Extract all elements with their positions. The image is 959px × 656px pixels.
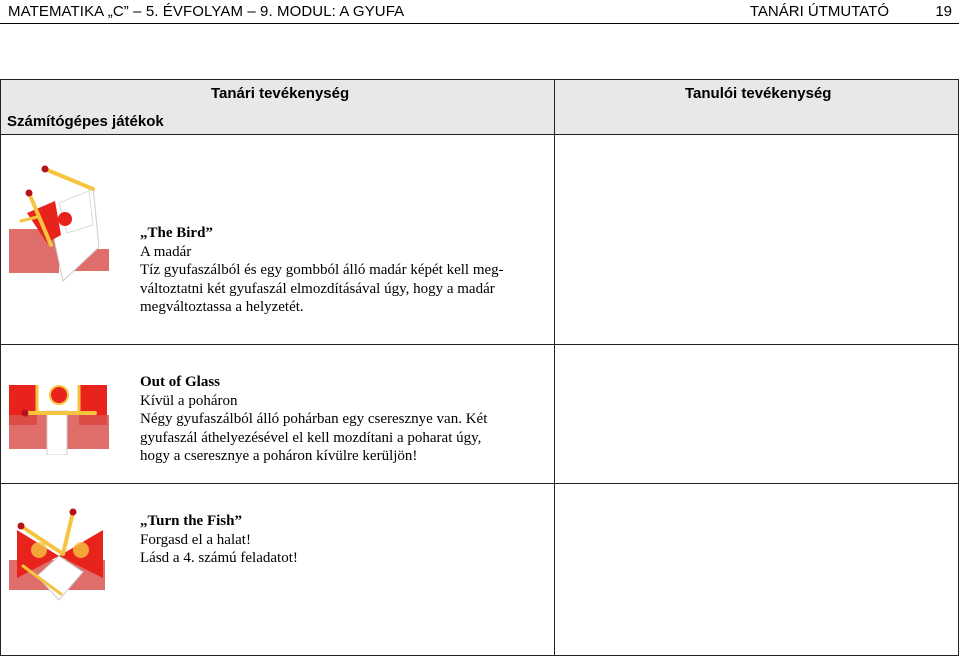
bird-game-line: megváltoztassa a helyzetét. [140,299,304,315]
header-module-title: MATEMATIKA „C” – 5. ÉVFOLYAM – 9. MODUL: A GYUFA [8,3,405,20]
column-header-student: Tanulói tevékenység [685,85,832,102]
section-label-computer-games: Számítógépes játékok [7,113,164,130]
student-cell-fish [554,483,959,656]
bird-game-subtitle: A madár [140,243,192,260]
glass-game-description [140,373,487,466]
fish-game-title: „Turn the Fish” [140,513,242,529]
header-cell-student [554,79,959,135]
table-row-glass [0,344,555,484]
header-guide-label: TANÁRI ÚTMUTATÓ [749,3,889,20]
bird-game-line: Tíz gyufaszálból és egy gombból álló madár képét kell meg- [140,262,504,278]
activity-table [0,79,959,656]
bird-game-title: „The Bird” [140,225,213,241]
glass-game-line: hogy a cseresznye a poháron kívülre kerüljön! [140,448,418,464]
glass-game-line: gyufaszál áthelyezésével el kell mozdítani a poharat úgy, [140,429,482,446]
glass-game-icon [7,371,113,455]
fish-game-subtitle: Forgasd el a halat! [140,531,251,548]
student-cell-glass [554,344,959,484]
fish-game-description [140,512,298,568]
header-rule [0,23,959,24]
bird-game-line: változtatni két gyufaszál elmozdításával úgy, hogy a madár [140,280,495,297]
glass-game-subtitle: Kívül a poháron [140,392,238,409]
fish-game-line: Lásd a 4. számú feladatot! [140,550,298,566]
bird-game-description [140,224,504,317]
student-cell-bird [554,134,959,345]
column-header-teacher: Tanári tevékenység [211,85,350,102]
table-row-bird [0,134,555,345]
header-cell-teacher [0,79,555,135]
table-row-fish [0,483,555,656]
page-header [0,0,959,24]
page-number: 19 [935,3,952,20]
glass-game-line: Négy gyufaszálból álló pohárban egy cseresznye van. Két [140,411,488,427]
glass-game-title: Out of Glass [140,374,221,390]
fish-game-icon [7,506,113,606]
bird-game-icon [7,163,113,287]
